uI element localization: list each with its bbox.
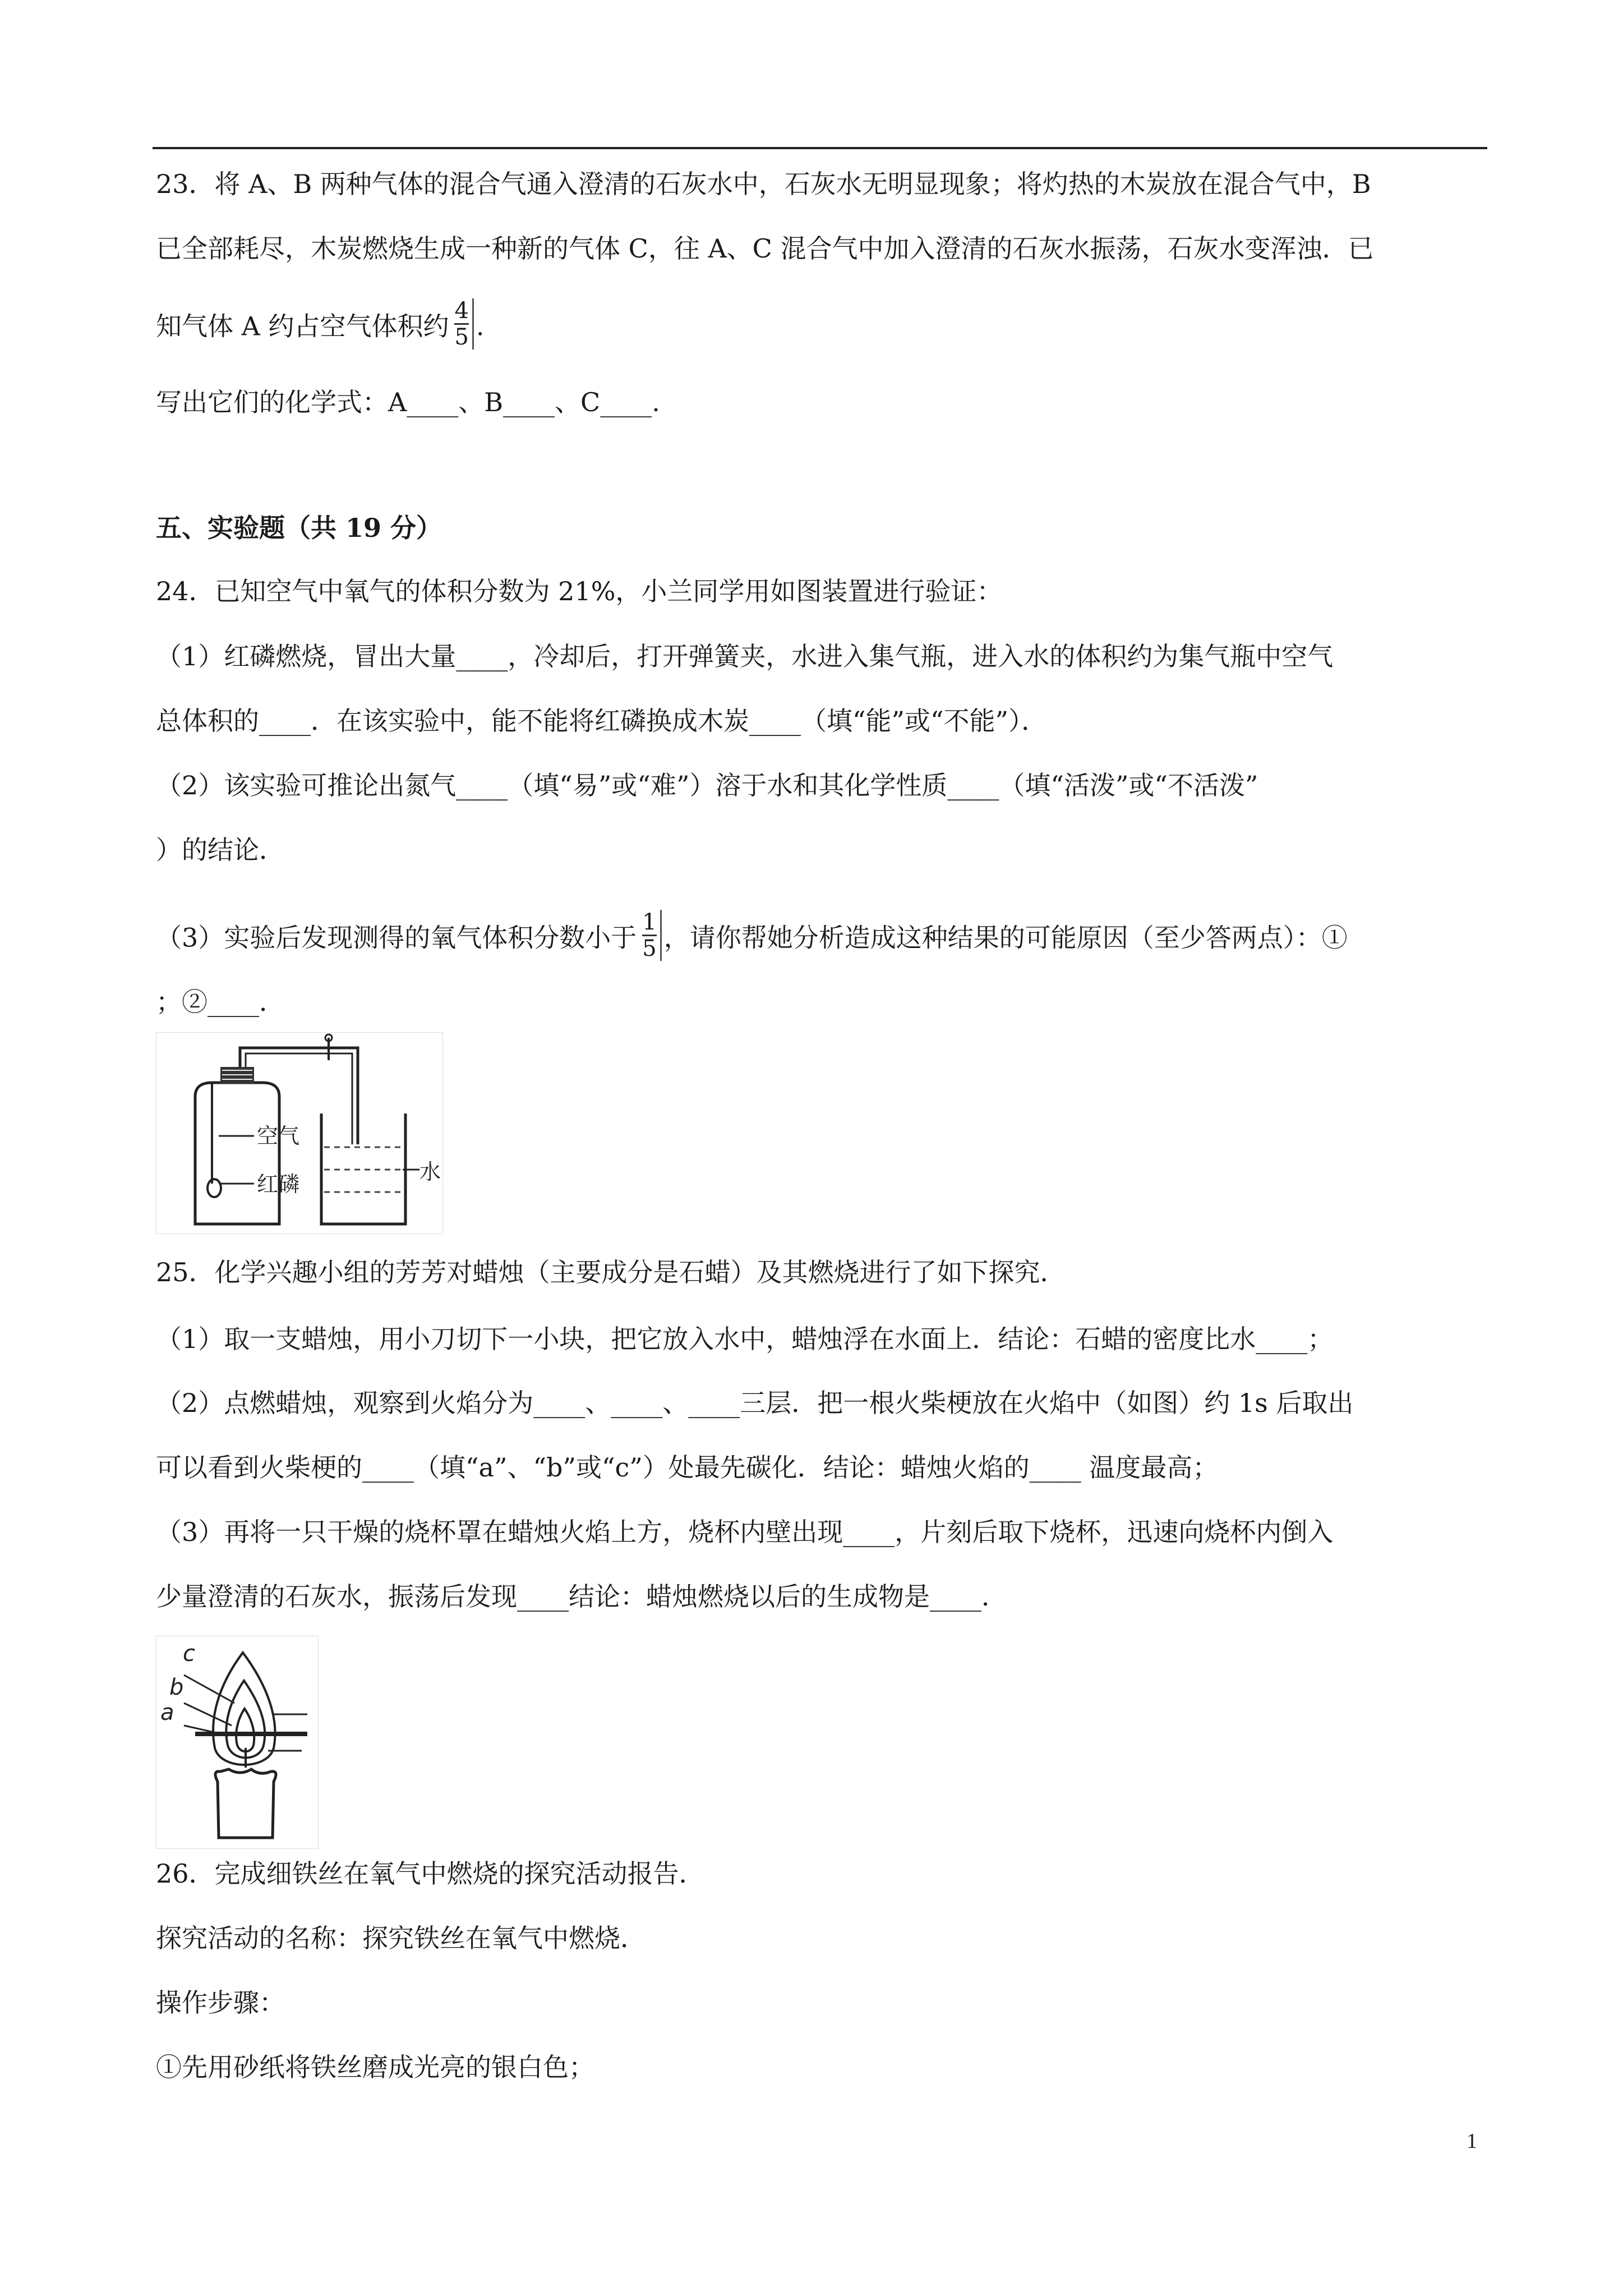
q25-line-3: （2）点燃蜡烛，观察到火焰分为____、____、____三层．把一根火柴梗放在火焰中（如图）约 1s 后取出	[156, 1388, 1354, 1418]
q23-line-3	[156, 298, 485, 354]
fraction-one-fifth	[639, 910, 661, 961]
page-number: 1	[1467, 2129, 1477, 2153]
fraction-denominator: 5	[642, 936, 657, 961]
q23-line-3-text: 知气体 A 约占空气体积约	[156, 311, 449, 342]
q24-line-6-end: ，请你帮她分析造成这种结果的可能原因（至少答两点）：①	[663, 922, 1348, 953]
label-c: c	[183, 1641, 195, 1667]
q24-line-3: 总体积的____．在该实验中，能不能将红磷换成木炭____（填“能”或“不能”）．	[156, 706, 1048, 736]
q23-line-4: 写出它们的化学式：A____、B____、C____.	[156, 387, 660, 417]
q25-line-1: 25．化学兴趣小组的芳芳对蜡烛（主要成分是石蜡）及其燃烧进行了如下探究．	[156, 1257, 1066, 1287]
q23-line-3-end: .	[476, 311, 485, 342]
header-rule	[153, 147, 1487, 149]
label-b: b	[169, 1674, 184, 1700]
q26-line-3: 操作步骤：	[156, 1987, 285, 2018]
q24-line-6	[156, 909, 1348, 965]
q24-line-7: ；②____．	[156, 987, 285, 1017]
candle-flame-figure	[156, 1636, 319, 1849]
label-air: 空气	[257, 1124, 300, 1148]
q24-line-2: （1）红磷燃烧，冒出大量____，冷却后，打开弹簧夹，水进入集气瓶，进入水的体积约为集气瓶中空气	[156, 641, 1334, 671]
q25-line-5: （3）再将一只干燥的烧杯罩在蜡烛火焰上方，烧杯内壁出现____，片刻后取下烧杯，迅速向烧杯内倒入	[156, 1517, 1334, 1547]
q25-line-2: （1）取一支蜡烛，用小刀切下一小块，把它放入水中，蜡烛浮在水面上．结论：石蜡的密度比水____；	[156, 1324, 1334, 1354]
label-red-phosphorus: 红磷	[257, 1172, 300, 1197]
q25-line-4: 可以看到火柴梗的____（填“a”、“b”或“c”）处最先碳化．结论：蜡烛火焰的____ 温度最高；	[156, 1452, 1219, 1483]
fraction-denominator: 5	[454, 324, 469, 350]
q23-line-1: 23．将 A、B 两种气体的混合气通入澄清的石灰水中，石灰水无明显现象；将灼热的木炭放在混合气中，B	[156, 169, 1371, 199]
fraction-numerator: 4	[454, 298, 469, 324]
apparatus-figure	[156, 1032, 443, 1234]
q24-line-1: 24．已知空气中氧气的体积分数为 21%，小兰同学用如图装置进行验证：	[156, 576, 1003, 606]
q24-line-4: （2）该实验可推论出氮气____（填“易”或“难”）溶于水和其化学性质____（填“活泼”或“不活泼”	[156, 770, 1258, 800]
q26-line-1: 26．完成细铁丝在氧气中燃烧的探究活动报告．	[156, 1858, 705, 1889]
section-heading: 五、实验题（共 19 分）	[156, 513, 442, 543]
q26-line-2: 探究活动的名称：探究铁丝在氧气中燃烧．	[156, 1923, 646, 1953]
label-water: 水	[419, 1159, 441, 1184]
q26-line-4: ①先用砂纸将铁丝磨成光亮的银白色；	[156, 2052, 594, 2082]
fraction-numerator: 1	[642, 909, 657, 935]
q23-line-2: 已全部耗尽，木炭燃烧生成一种新的气体 C，往 A、C 混合气中加入澄清的石灰水振荡，石灰水变浑浊．已	[156, 233, 1374, 264]
q24-line-6-text: （3）实验后发现测得的氧气体积分数小于	[156, 922, 637, 953]
q25-line-6: 少量澄清的石灰水，振荡后发现____结论：蜡烛燃烧以后的生成物是____．	[156, 1581, 1007, 1612]
fraction-four-fifths	[451, 298, 473, 349]
label-a: a	[160, 1700, 174, 1726]
q24-line-5: ）的结论．	[156, 835, 285, 865]
